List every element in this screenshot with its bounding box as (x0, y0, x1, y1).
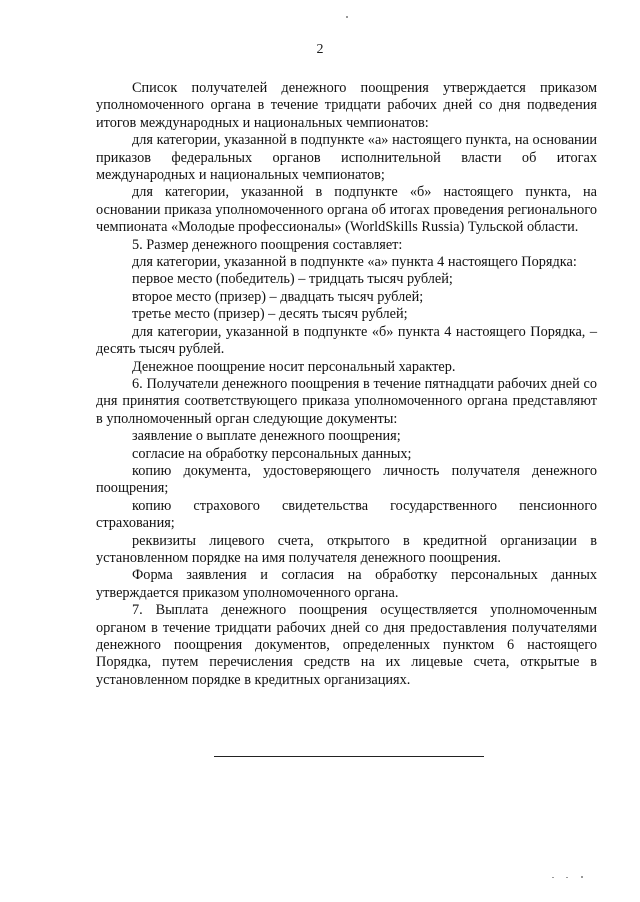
paragraph-recipients-list: Список получателей денежного поощрения утверждается приказом уполномоченного органа в течение тридцати рабочих дней со дня подведения итогов международных и национальных чемпионатов: (96, 80, 597, 131)
paragraph-forms-approval: Форма заявления и согласия на обработку персональных данных утверждается приказом уполномоченного органа. (96, 567, 597, 601)
scan-speck (552, 877, 554, 878)
paragraph-item-5-heading: 5. Размер денежного поощрения составляет: (132, 236, 403, 253)
paragraph-second-place: второе место (призер) – двадцать тысяч рублей; (132, 288, 424, 305)
scan-speck (581, 876, 583, 878)
paragraph-category-a-basis: для категории, указанной в подпункте «а» настоящего пункта, на основании приказов федеральных органов исполнительной власти об итогах международных и национальных чемпионатов; (96, 132, 597, 184)
paragraph-third-place: третье место (призер) – десять тысяч рублей; (132, 306, 408, 323)
paragraph-doc-pension-certificate: копию страхового свидетельства государственного пенсионного страхования; (96, 497, 597, 532)
scan-speck (566, 877, 568, 878)
paragraph-doc-consent: согласие на обработку персональных данных; (132, 445, 412, 462)
paragraph-doc-account-details: реквизиты лицевого счета, открытого в кредитной организации в установленном порядке на имя получателя денежного поощрения. (96, 532, 597, 566)
page-number: 2 (316, 42, 324, 57)
paragraph-category-b-amount: для категории, указанной в подпункте «б» пункта 4 настоящего Порядка, – десять тысяч рублей. (96, 323, 597, 358)
paragraph-personal-character: Денежное поощрение носит персональный характер. (132, 358, 456, 375)
document-body (96, 80, 597, 689)
paragraph-first-place: первое место (победитель) – тридцать тысяч рублей; (132, 271, 453, 288)
paragraph-doc-application: заявление о выплате денежного поощрения; (132, 428, 401, 445)
paragraph-item-6-documents: 6. Получатели денежного поощрения в течение пятнадцати рабочих дней со дня принятия соответствующего приказа уполномоченного органа представляют в уполномоченный орган следующие документы: (96, 375, 597, 427)
end-of-text-rule (214, 756, 484, 757)
paragraph-item-7-payment: 7. Выплата денежного поощрения осуществляется уполномоченным органом в течение тридцати рабочих дней со дня предоставления получателями денежного поощрения документов, определенных пунктом 6 настоящего Порядка, путем перечисления средств на их лицевые счета, открытые в установленном порядке в кредитных организациях. (96, 602, 597, 688)
paragraph-doc-id-copy: копию документа, удостоверяющего личность получателя денежного поощрения; (96, 462, 597, 497)
paragraph-category-b-basis: для категории, указанной в подпункте «б» настоящего пункта, на основании приказа уполномоченного органа об итогах проведения регионального чемпионата «Молодые профессионалы» (WorldSkills Russia) Тульской области. (96, 184, 597, 236)
paragraph-category-a-amounts: для категории, указанной в подпункте «а» пункта 4 настоящего Порядка: (132, 254, 577, 271)
scan-speck (346, 16, 348, 18)
